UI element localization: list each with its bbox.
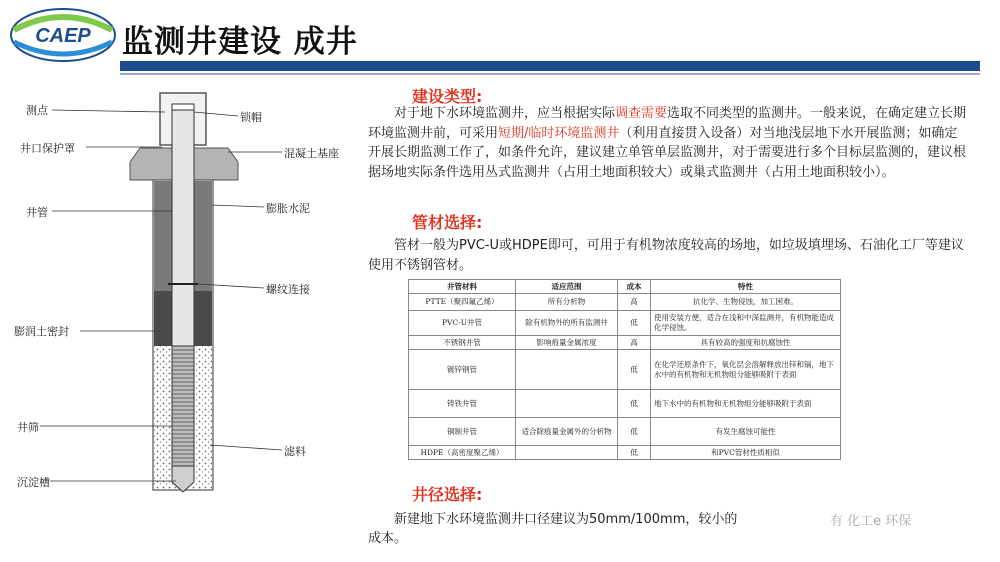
text-segment: （利用直接贯入设备）对当地浅层地下水开展监测；如确定开展长期监测工作了，如条件允许，建议建立单管单层监测井，对于需要进行多个目标层监测的，建议根据场地实际条件选用丛式监测井（占用土地面积较大）或巢式监测井（占用土地面积较小）。 (368, 125, 967, 180)
table-cell (516, 446, 618, 460)
table-cell: PVC-U井管 (409, 311, 516, 336)
label-measure-point: 测点 (26, 104, 48, 117)
label-well-pipe: 井管 (26, 206, 48, 219)
table-cell: 在化学还原条件下，氧化层会溶解释放出锌和镉，地下水中的有机物和无机物组分能够吸附于表面 (651, 350, 841, 390)
header-rule (120, 61, 980, 71)
table-cell: 抗化学、生物侵蚀，加工困难。 (651, 294, 841, 311)
table-cell (516, 350, 618, 390)
paragraph-material: 管材一般为PVC-U或HDPE即可，可用于有机物浓度较高的场地，如垃圾填埋场、石油化工厂等建议使用不锈钢管材。 (368, 238, 964, 273)
table-cell: 铜制井管 (409, 418, 516, 446)
table-cell: 和PVC管材性质相似 (651, 446, 841, 460)
table-cell: 低 (618, 311, 651, 336)
table-cell: 除有机物外的所有监测井 (516, 311, 618, 336)
well-pipe-material-table (408, 279, 841, 460)
watermark: 有 化工e 环保 (830, 514, 912, 529)
table-cell: PTTE（聚四氟乙烯） (409, 294, 516, 311)
label-expansion-cement: 膨胀水泥 (266, 202, 310, 215)
label-filter-pack: 滤料 (284, 445, 306, 458)
table-cell: 地下水中的有机物和无机物组分能够吸附于表面 (651, 390, 841, 418)
table-cell: 所有分析物 (516, 294, 618, 311)
text-segment: 对于地下水环境监测井，应当根据实际 (394, 106, 616, 121)
table-row (409, 390, 841, 418)
col-header: 井管材料 (409, 280, 516, 294)
heading-construction-type: 建设类型: (412, 87, 483, 106)
table-row (409, 446, 841, 460)
text-segment: 新建地下水环境监测井口径建议为50mm/100mm，较小的 (394, 512, 738, 527)
table-cell: 高 (618, 294, 651, 311)
label-bentonite-seal: 膨润土密封 (14, 325, 69, 338)
label-screen: 井筛 (17, 421, 39, 434)
table-row (409, 294, 841, 311)
table-cell: 低 (618, 390, 651, 418)
highlight-temporary-well: 短期/临时环境监测井 (498, 125, 620, 141)
table-row (409, 336, 841, 350)
paragraph-construction-type (368, 104, 970, 182)
table-cell: 使用安装方便，适合在浅和中深监测井，有机物能造成化学侵蚀。 (651, 311, 841, 336)
paragraph-diameter (368, 510, 828, 530)
table-cell: 低 (618, 418, 651, 446)
page-title: 监测井建设 成井 (122, 24, 358, 60)
caep-logo (8, 6, 118, 62)
table-cell: 镀锌钢管 (409, 350, 516, 390)
col-header: 成本 (618, 280, 651, 294)
text-segment: 选取不同类型的监测井。一般来说，在确定建立长期环境监测井前，可采用 (368, 106, 967, 141)
well-pipe-shape (172, 110, 194, 346)
label-concrete-base: 混凝土基座 (284, 147, 339, 160)
label-lock-cap: 锁帽 (240, 111, 262, 124)
table-cell: 影响痕量金属浓度 (516, 336, 618, 350)
table-header-row (409, 280, 841, 294)
table-cell: 具有较高的强度和抗腐蚀性 (651, 336, 841, 350)
table-row (409, 418, 841, 446)
heading-diameter: 井径选择: (412, 485, 483, 504)
logo-text: CAEP (35, 25, 91, 47)
label-threaded-joint: 螺纹连接 (266, 283, 310, 296)
header-rule-thin (120, 73, 980, 75)
table-cell (516, 390, 618, 418)
table-cell: 低 (618, 446, 651, 460)
heading-material: 管材选择: (412, 213, 483, 232)
table-row (409, 350, 841, 390)
col-header: 特性 (651, 280, 841, 294)
table-cell: 低 (618, 350, 651, 390)
paragraph-diameter-tail: 成本。 (368, 531, 408, 546)
table-cell: 有发生腐蚀可能性 (651, 418, 841, 446)
screen-shape (172, 346, 194, 466)
table-cell: 适合除痕量金属外的分析物 (516, 418, 618, 446)
table-cell: 高 (618, 336, 651, 350)
label-well-cover: 井口保护罩 (20, 142, 75, 155)
table-row (409, 311, 841, 336)
col-header: 适应范围 (516, 280, 618, 294)
label-sediment-trap: 沉淀槽 (17, 476, 50, 489)
table-cell: 铸铁井管 (409, 390, 516, 418)
highlight-survey-needs: 调查需要 (615, 106, 668, 121)
table-cell: 不锈钢井管 (409, 336, 516, 350)
table-cell: HDPE（高密度聚乙烯） (409, 446, 516, 460)
